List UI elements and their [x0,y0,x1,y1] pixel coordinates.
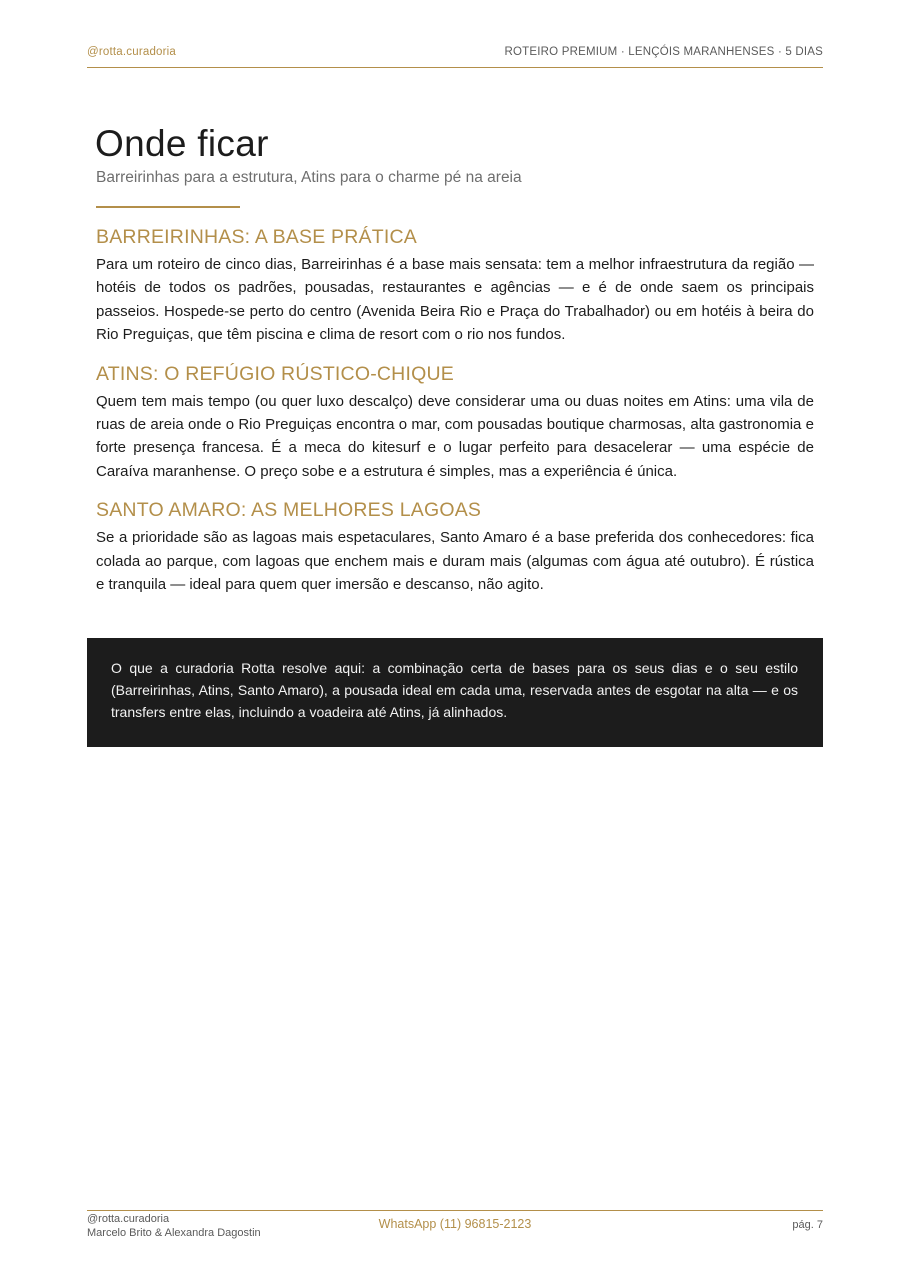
section-barreirinhas [96,224,814,347]
document-title: ROTEIRO PREMIUM · LENÇÓIS MARANHENSES · 5 DIAS [504,46,823,58]
callout-text: O que a curadoria Rotta resolve aqui: a combinação certa de bases para os seus dias e o seu estilo (Barreirinhas, Atins, Santo Amaro), a pousada ideal em cada uma, reservada antes de esgotar na alta — e os transfers entre elas, incluindo a voadeira até Atins, já alinhados. [111,660,798,720]
section-body: Se a prioridade são as lagoas mais espetaculares, Santo Amaro é a base preferida dos conhecedores: fica colada ao parque, com lagoas que enchem mais e duram mais (algumas com água até outubro). É rústica e tranquila — ideal para quem quer imersão e descanso, não agito. [96,529,814,594]
page-subtitle: Barreirinhas para a estrutura, Atins para o charme pé na areia [96,169,522,186]
section-body: Quem tem mais tempo (ou quer luxo descalço) deve considerar uma ou duas noites em Atins: uma vila de ruas de areia onde o Rio Preguiças encontra o mar, com pousadas boutique charmosas, alta gastronomia e forte presença francesa. É a meca do kitesurf e o lugar perfeito para desacelerar — uma espécie de Caraíva maranhense. O preço sobe e a estrutura é simples, mas a experiência é única. [96,392,814,480]
section-heading: BARREIRINHAS: A BASE PRÁTICA [96,226,417,248]
section-atins [96,361,814,484]
section-heading: SANTO AMARO: AS MELHORES LAGOAS [96,499,482,522]
section-heading: ATINS: O REFÚGIO RÚSTICO-CHIQUE [96,362,454,385]
main-content [96,224,814,596]
brand-handle: @rotta.curadoria [87,46,177,58]
page-footer [87,1210,823,1243]
curadoria-callout-box [87,638,823,747]
page-number: pág. 7 [792,1219,823,1231]
page-title: Onde ficar [95,123,269,164]
whatsapp-contact: WhatsApp (11) 96815-2123 [378,1217,532,1231]
footer-handle: @rotta.curadoria [87,1213,170,1225]
section-santo-amaro [96,497,814,596]
footer-authors: Marcelo Brito & Alexandra Dagostin [87,1227,261,1239]
section-body: Para um roteiro de cinco dias, Barreirinhas é a base mais sensata: tem a melhor infraestrutura da região — hotéis de todos os padrões, pousadas, restaurantes e agências — e é de onde saem os principais passeios. Hospede-se perto do centro (Avenida Beira Rio e Praça do Trabalhador) ou em hotéis à beira do Rio Preguiças, que têm piscina e clima de resort com o rio nos fundos. [96,256,814,344]
title-divider [96,206,240,208]
page-header [87,46,823,68]
